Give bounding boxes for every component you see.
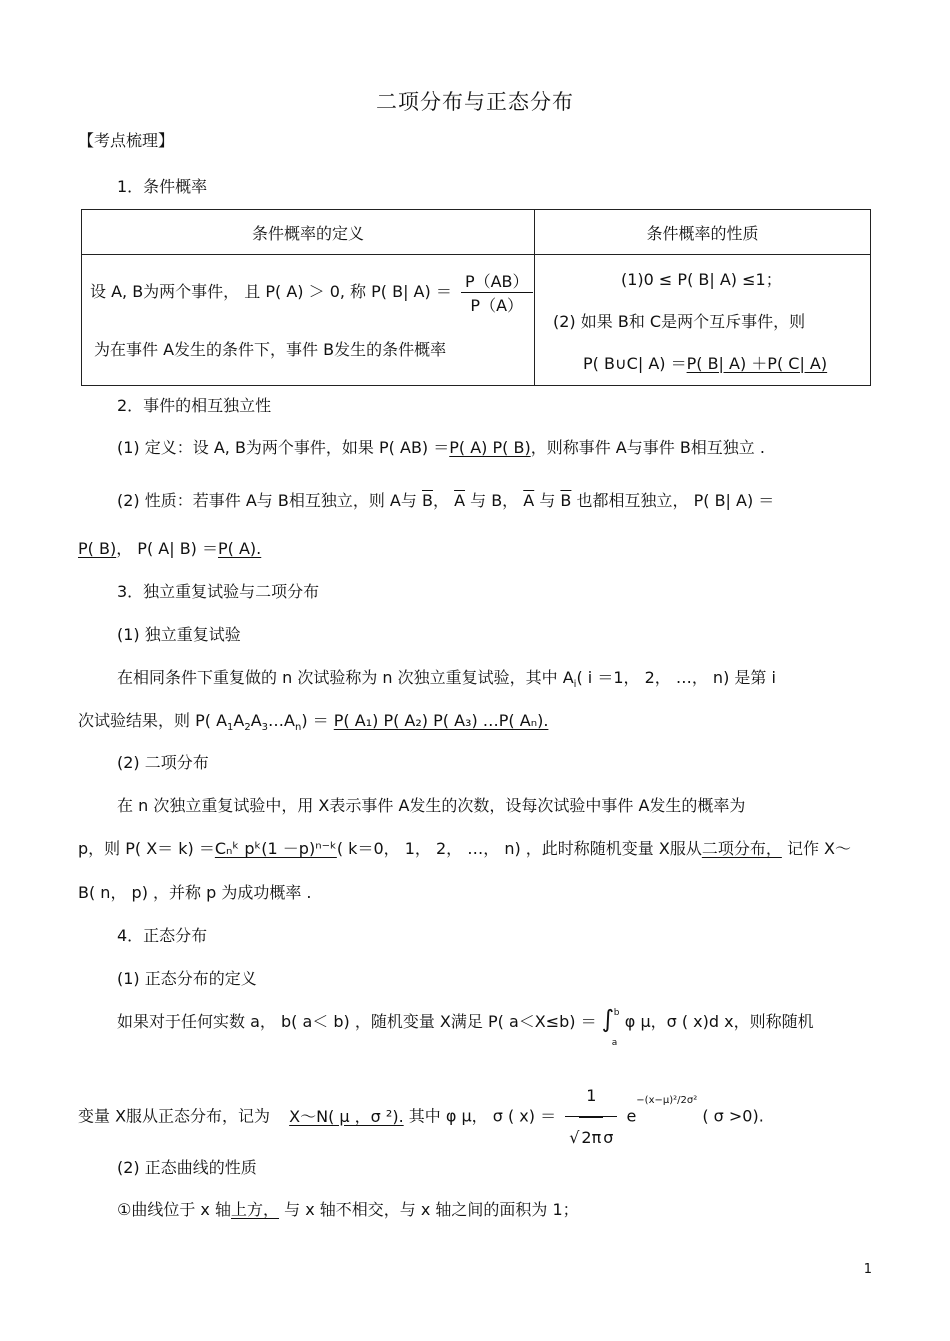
normal-text: 如果对于任何实数 a， b( a＜ b) ，随机变量 X满足 P( a＜X≤b) ＝ <box>117 1012 597 1031</box>
section-3-heading: 3．独立重复试验与二项分布 <box>117 582 320 601</box>
page-number: 1 <box>863 1262 872 1277</box>
binomial-formula-underlined: Cₙᵏ pᵏ(1 －p)ⁿ⁻ᵏ <box>214 839 337 858</box>
trials-dots: …A <box>268 711 295 730</box>
normal-text-2: φ μ，σ ( x)d x，则称随机 <box>624 1012 814 1031</box>
table-header-properties: 条件概率的性质 <box>535 210 871 255</box>
normal-text-5: ( σ >0). <box>702 1106 764 1126</box>
trials-paragraph-line-1 <box>117 667 776 696</box>
integral-upper-limit: b <box>613 1008 620 1018</box>
normal-text-4: 其中 φ μ， σ ( x) ＝ <box>408 1106 557 1126</box>
binomial-paragraph-line-3: B( n， p) ，并称 p 为成功概率 . <box>78 883 312 902</box>
subsection-normal-curve: (2) 正态曲线的性质 <box>117 1158 257 1177</box>
integral-lower-limit: a <box>611 1038 618 1048</box>
trials-product-underlined: P( A₁) P( A₂) P( A₃) …P( Aₙ). <box>333 711 549 730</box>
prop-text-d: 与 <box>539 491 556 510</box>
independence-def-underlined: P( A) P( B) <box>449 438 531 457</box>
pa-underlined: P( A). <box>218 539 262 558</box>
binomial-text: p，则 P( X＝ k) ＝ <box>78 839 215 858</box>
normal-text-3: 变量 X服从正态分布，记为 <box>78 1106 271 1126</box>
density-denominator: √ 2π σ <box>565 1116 617 1158</box>
trials-text-2: ( i ＝1， 2， …， n) 是第 i <box>576 668 776 687</box>
normal-notation-underlined: X～N( μ ，σ ²). <box>289 1106 404 1126</box>
normal-curve-property-1 <box>117 1199 579 1221</box>
property-3-text: P( B∪C| A) ＝ <box>583 354 687 373</box>
trials-a2: A <box>233 711 245 730</box>
binomial-distribution-underlined: 二项分布， <box>701 839 782 858</box>
integral-sign: ∫ b a <box>602 1008 620 1033</box>
independence-definition <box>117 437 765 459</box>
section-1-heading: 1．条件概率 <box>117 177 208 196</box>
prop-cont-mid: ， P( A| B) ＝ <box>116 539 218 558</box>
trials-text: 在相同条件下重复做的 n 次试验称为 n 次独立重复试验，其中 A <box>117 668 574 687</box>
subsection-normal-definition: (1) 正态分布的定义 <box>117 969 257 988</box>
sqrt-2pi: 2π <box>579 1117 603 1158</box>
curve-text: ①曲线位于 x 轴 <box>117 1200 231 1219</box>
section-2-heading: 2．事件的相互独立性 <box>117 396 272 415</box>
a-bar: $\overline{A}$ <box>454 491 466 510</box>
definition-line-1 <box>90 269 537 316</box>
sigma: σ <box>603 1128 614 1147</box>
b-bar-2: $\overline{B}$ <box>560 491 572 510</box>
a-bar-2: $\overline{A}$ <box>523 491 535 510</box>
trials-a3: A <box>250 711 262 730</box>
prop-text-a: (2) 性质：若事件 A与 B相互独立，则 A与 <box>117 491 417 510</box>
normal-paragraph-line-1 <box>117 1005 814 1048</box>
pb-underlined: P( B) <box>78 539 117 558</box>
prop-text-b: ， <box>432 491 455 510</box>
exponent: −(x−μ)²/2σ² <box>636 1095 698 1107</box>
property-1: (1)0 ≤ P( B| A) ≤1； <box>621 270 782 289</box>
properties-cell <box>535 255 871 386</box>
binomial-text-3: 记作 X～ <box>781 839 851 858</box>
independence-property-cont <box>78 538 261 560</box>
section-header: 【考点梳理】 <box>78 131 175 150</box>
binomial-text-2: ( k＝0， 1， 2， …， n) ，此时称随机变量 X服从 <box>336 839 702 858</box>
trials-result-text: 次试验结果，则 P( A <box>78 711 228 730</box>
definition-line-2: 为在事件 A发生的条件下，事件 B发生的条件概率 <box>94 340 447 359</box>
section-4-heading: 4．正态分布 <box>117 926 208 945</box>
curve-above-underlined: 上方， <box>231 1200 280 1219</box>
page-title: 二项分布与正态分布 <box>376 90 574 114</box>
density-numerator: 1 <box>586 1086 597 1105</box>
prop-text-c: 与 B， <box>470 491 524 510</box>
fraction-denominator: P（A） <box>461 292 533 316</box>
definition-fraction <box>461 269 533 316</box>
definition-text: 设 A, B为两个事件， 且 P( A) ＞ 0, 称 P( B| A) ＝ <box>90 282 452 301</box>
subsection-binomial: (2) 二项分布 <box>117 753 209 772</box>
property-2: (2) 如果 B和 C是两个互斥事件，则 <box>553 312 806 331</box>
binomial-paragraph-line-2 <box>78 838 851 860</box>
property-3 <box>583 351 827 374</box>
table-header-definition: 条件概率的定义 <box>82 210 535 255</box>
binomial-paragraph-line-1: 在 n 次独立重复试验中，用 X表示事件 A发生的次数，设每次试验中事件 A发生的概率为 <box>117 796 746 815</box>
density-fraction <box>565 1076 617 1158</box>
independence-property <box>117 490 774 512</box>
subscript-i: i <box>573 679 577 691</box>
definition-cell <box>82 255 535 386</box>
trials-paragraph-line-2: 次试验结果，则 P( $A_1A_2A_3\dots A_n) = P$( A₁) P( A₂) P( A₃) …P( Aₙ). <box>78 711 549 734</box>
trials-equals: ) ＝ <box>301 711 329 730</box>
prop-text-e: 也都相互独立， P( B| A) ＝ <box>576 491 775 510</box>
normal-paragraph-line-2 <box>78 1076 764 1158</box>
independence-def-tail: ，则称事件 A与事件 B相互独立 . <box>530 438 765 457</box>
subsection-independent-trials: (1) 独立重复试验 <box>117 625 241 644</box>
conditional-probability-table <box>81 209 871 386</box>
fraction-numerator: P（AB） <box>464 272 529 291</box>
curve-text-2: 与 x 轴不相交，与 x 轴之间的面积为 1； <box>279 1200 579 1219</box>
independence-def-text: (1) 定义：设 A, B为两个事件，如果 P( AB) ＝ <box>117 438 450 457</box>
b-bar: $\overline{B}$ <box>421 491 433 510</box>
property-3-underlined: P( B| A) ＋P( C| A) <box>686 354 828 373</box>
exponential-e: e <box>626 1106 637 1126</box>
